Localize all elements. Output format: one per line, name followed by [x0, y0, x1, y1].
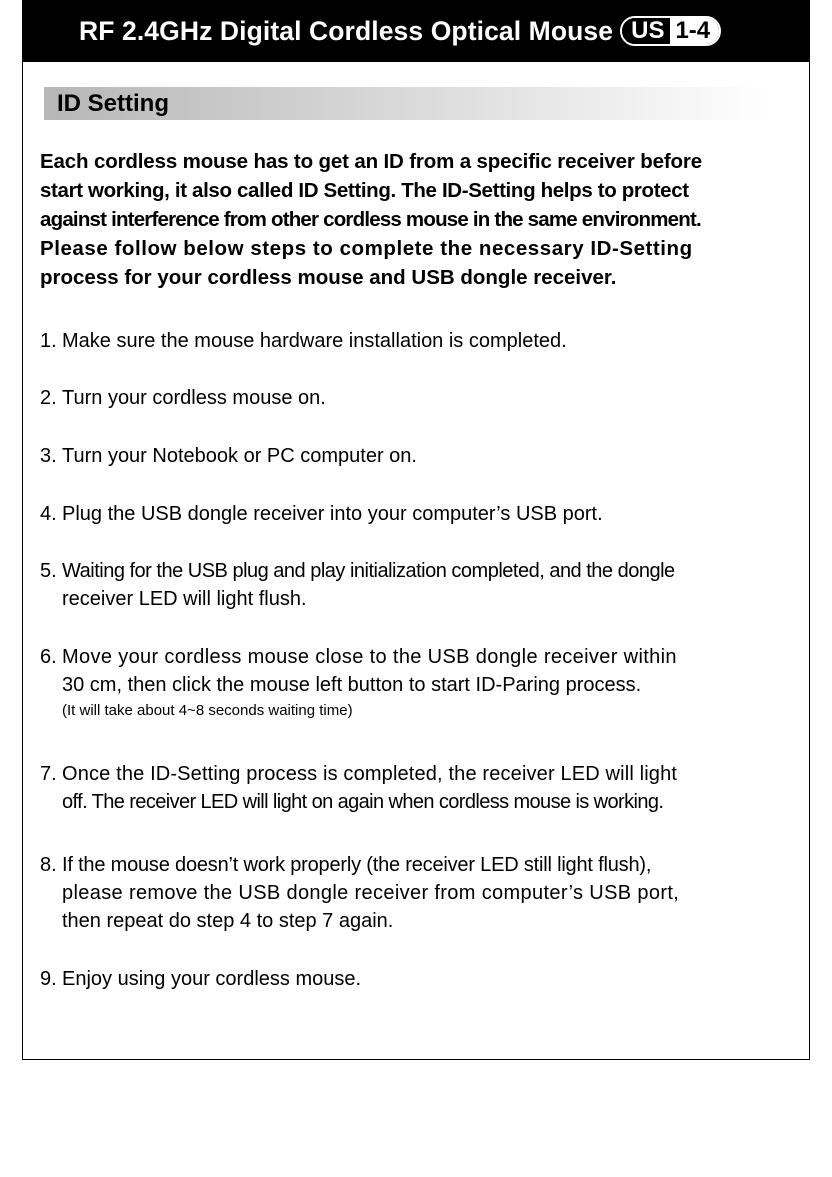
step-text: Make sure the mouse hardware installation is completed. [62, 330, 567, 352]
step-number: 7. [40, 763, 57, 785]
page-title: RF 2.4GHz Digital Cordless Optical Mouse [79, 15, 614, 46]
step-number: 3. [40, 445, 57, 467]
step-number: 4. [40, 503, 57, 525]
step-text: off. The receiver LED will light on again when cordless mouse is working. [62, 791, 664, 813]
step-note: (It will take about 4~8 seconds waiting time) [62, 702, 353, 719]
step-text: Turn your cordless mouse on. [62, 387, 326, 409]
step-number: 6. [40, 646, 57, 668]
badge-region: US [622, 18, 670, 44]
step-text: Turn your Notebook or PC computer on. [62, 445, 417, 467]
step-item [40, 851, 800, 935]
intro-line: Please follow below steps to complete the necessary ID-Setting [40, 237, 693, 260]
step-text: Move your cordless mouse close to the USB dongle receiver within [62, 646, 677, 668]
section-heading: ID Setting [44, 87, 774, 120]
step-item [40, 643, 800, 723]
page-badge [620, 16, 721, 46]
intro-paragraph [40, 147, 788, 292]
step-text: 30 cm, then click the mouse left button to start ID-Paring process. [62, 674, 642, 696]
step-number: 8. [40, 854, 57, 876]
step-text: Once the ID-Setting process is completed, the receiver LED will light [62, 763, 678, 785]
intro-line: against interference from other cordless mouse in the same environment. [40, 208, 701, 231]
step-text: Waiting for the USB plug and play initialization completed, and the dongle [62, 560, 675, 582]
step-number: 2. [40, 387, 57, 409]
header-bar [22, 0, 810, 62]
step-item [40, 442, 800, 470]
step-text: please remove the USB dongle receiver from computer’s USB port, [62, 882, 680, 904]
step-number: 1. [40, 330, 57, 352]
step-item [40, 965, 800, 993]
step-item [40, 760, 800, 816]
step-item [40, 327, 800, 355]
step-item [40, 500, 800, 528]
intro-line: process for your cordless mouse and USB dongle receiver. [40, 266, 617, 289]
step-text: If the mouse doesn’t work properly (the receiver LED still light flush), [62, 854, 652, 876]
intro-line: start working, it also called ID Setting. The ID-Setting helps to protect [40, 179, 689, 202]
step-number: 5. [40, 560, 57, 582]
step-item [40, 384, 800, 412]
badge-page-number: 1-4 [670, 18, 719, 44]
step-number: 9. [40, 968, 57, 990]
step-text: receiver LED will light flush. [62, 588, 307, 610]
intro-line: Each cordless mouse has to get an ID from a specific receiver before [40, 150, 702, 173]
step-text: Plug the USB dongle receiver into your computer’s USB port. [62, 503, 603, 525]
step-item [40, 557, 800, 613]
step-text: then repeat do step 4 to step 7 again. [62, 910, 394, 932]
step-text: Enjoy using your cordless mouse. [62, 968, 362, 990]
